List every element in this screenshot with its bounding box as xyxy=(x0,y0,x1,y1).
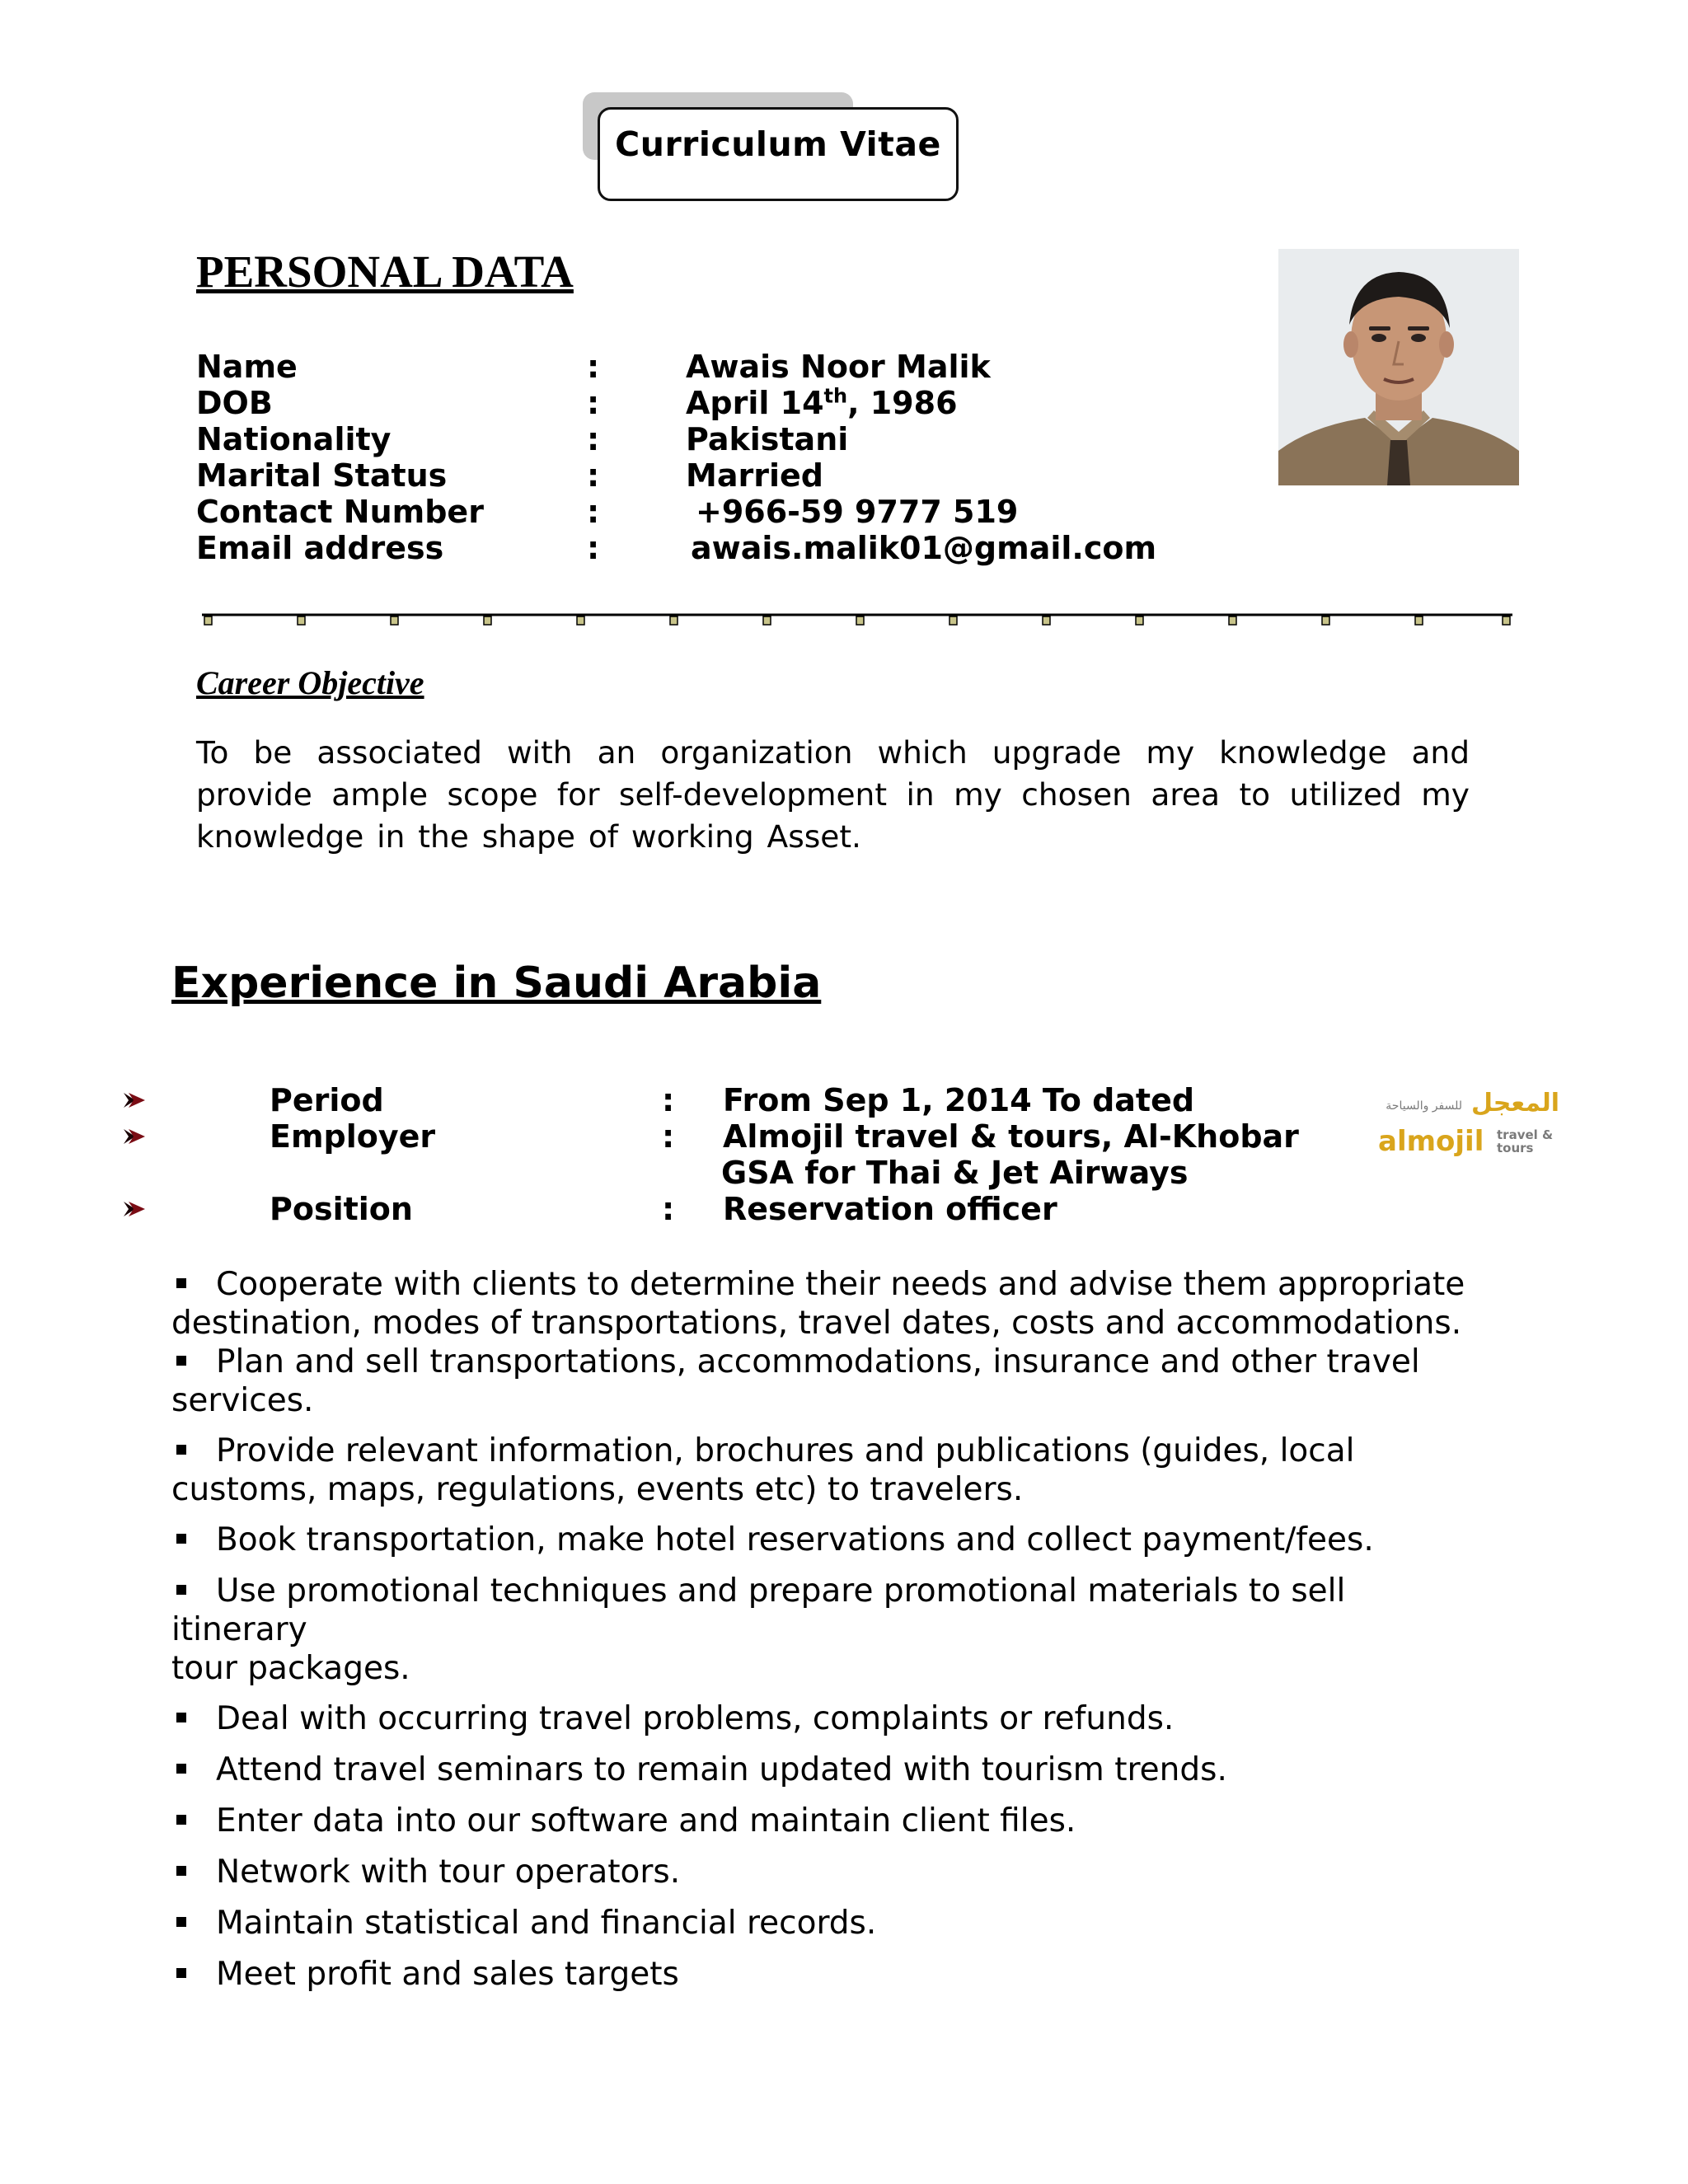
sep-name: : xyxy=(587,349,600,385)
sep-nationality: : xyxy=(587,421,600,457)
label-contact-number: Contact Number xyxy=(196,494,484,530)
label-employer: Employer xyxy=(270,1118,436,1155)
list-item: Network with tour operators. xyxy=(171,1853,1490,1891)
list-item: Maintain statistical and financial records. xyxy=(171,1904,1490,1943)
logo-arabic-small-text: للسفر والسياحة xyxy=(1386,1099,1462,1113)
duties-list xyxy=(171,1265,1490,1994)
square-bullet-icon xyxy=(176,1866,186,1876)
label-period: Period xyxy=(270,1082,384,1118)
arrow-bullet-icon xyxy=(122,1090,147,1111)
almojil-logo xyxy=(1373,1085,1563,1167)
decorative-divider xyxy=(202,610,1512,628)
square-bullet-icon xyxy=(176,1356,186,1366)
value-nationality: Pakistani xyxy=(686,421,849,457)
list-item: Meet profit and sales targets xyxy=(171,1955,1490,1994)
dob-suffix: th xyxy=(823,384,848,408)
value-position: Reservation officer xyxy=(723,1191,1057,1227)
list-item: Cooperate with clients to determine their needs and advise them appropriate destination, modes of transportations, travel dates, costs and accommodations. xyxy=(171,1266,1465,1342)
personal-data-heading: PERSONAL DATA xyxy=(196,246,574,297)
list-item: Provide relevant information, brochures and publications (guides, local customs, maps, regulations, events etc) to travelers. xyxy=(171,1432,1355,1508)
sep-dob: : xyxy=(587,385,600,421)
sep-employer: : xyxy=(662,1118,675,1155)
logo-tag-tours: tours xyxy=(1497,1141,1534,1155)
list-item: Deal with occurring travel problems, complaints or refunds. xyxy=(171,1699,1490,1738)
logo-tag-travel: travel & xyxy=(1497,1127,1554,1142)
list-item: Book transportation, make hotel reservations and collect payment/fees. xyxy=(171,1521,1490,1559)
document-title: Curriculum Vitae xyxy=(615,124,941,164)
list-item: Enter data into our software and maintain client files. xyxy=(171,1802,1490,1840)
value-employer-gsa: GSA for Thai & Jet Airways xyxy=(721,1155,1189,1191)
square-bullet-icon xyxy=(176,1445,186,1455)
career-objective-text: To be associated with an organization which upgrade my knowledge and provide ample scope for self-development in my chosen area to utilized my knowledge in the shape of working Asset. xyxy=(196,734,1470,855)
square-bullet-icon xyxy=(176,1585,186,1595)
sep-period: : xyxy=(662,1082,675,1118)
career-objective-heading: Career Objective xyxy=(196,664,424,701)
value-period: From Sep 1, 2014 To dated xyxy=(723,1082,1195,1118)
logo-arabic-text: المعجل xyxy=(1471,1089,1559,1118)
title-box xyxy=(598,107,959,201)
value-name: Awais Noor Malik xyxy=(686,349,991,385)
value-employer: Almojil travel & tours, Al-Khobar xyxy=(723,1118,1299,1155)
square-bullet-icon xyxy=(176,1713,186,1722)
square-bullet-icon xyxy=(176,1968,186,1978)
dob-year: , 1986 xyxy=(847,385,958,421)
square-bullet-icon xyxy=(176,1278,186,1288)
experience-heading: Experience in Saudi Arabia xyxy=(171,958,822,1008)
dob-day: April 14 xyxy=(686,385,824,421)
value-contact-number: +966-59 9777 519 xyxy=(696,494,1019,530)
square-bullet-icon xyxy=(176,1534,186,1544)
square-bullet-icon xyxy=(176,1764,186,1774)
square-bullet-icon xyxy=(176,1815,186,1825)
sep-email: : xyxy=(587,530,600,566)
label-email: Email address xyxy=(196,530,444,566)
value-email: awais.malik01@gmail.com xyxy=(691,530,1157,566)
value-dob xyxy=(686,385,958,421)
label-marital-status: Marital Status xyxy=(196,457,448,494)
arrow-bullet-icon xyxy=(122,1198,147,1220)
list-item: Use promotional techniques and prepare promotional materials to sell itinerary tour packages. xyxy=(171,1572,1346,1687)
value-marital-status: Married xyxy=(686,457,823,494)
sep-contact-number: : xyxy=(587,494,600,530)
list-item: Plan and sell transportations, accommodations, insurance and other travel services. xyxy=(171,1343,1420,1419)
arrow-bullet-icon xyxy=(122,1126,147,1147)
list-item: Attend travel seminars to remain updated with tourism trends. xyxy=(171,1750,1490,1789)
label-position: Position xyxy=(270,1191,413,1227)
label-nationality: Nationality xyxy=(196,421,392,457)
label-dob: DOB xyxy=(196,385,273,421)
square-bullet-icon xyxy=(176,1917,186,1927)
profile-photo xyxy=(1278,249,1519,485)
label-name: Name xyxy=(196,349,298,385)
logo-latin-text: almojil xyxy=(1378,1125,1484,1158)
sep-position: : xyxy=(662,1191,675,1227)
sep-marital-status: : xyxy=(587,457,600,494)
